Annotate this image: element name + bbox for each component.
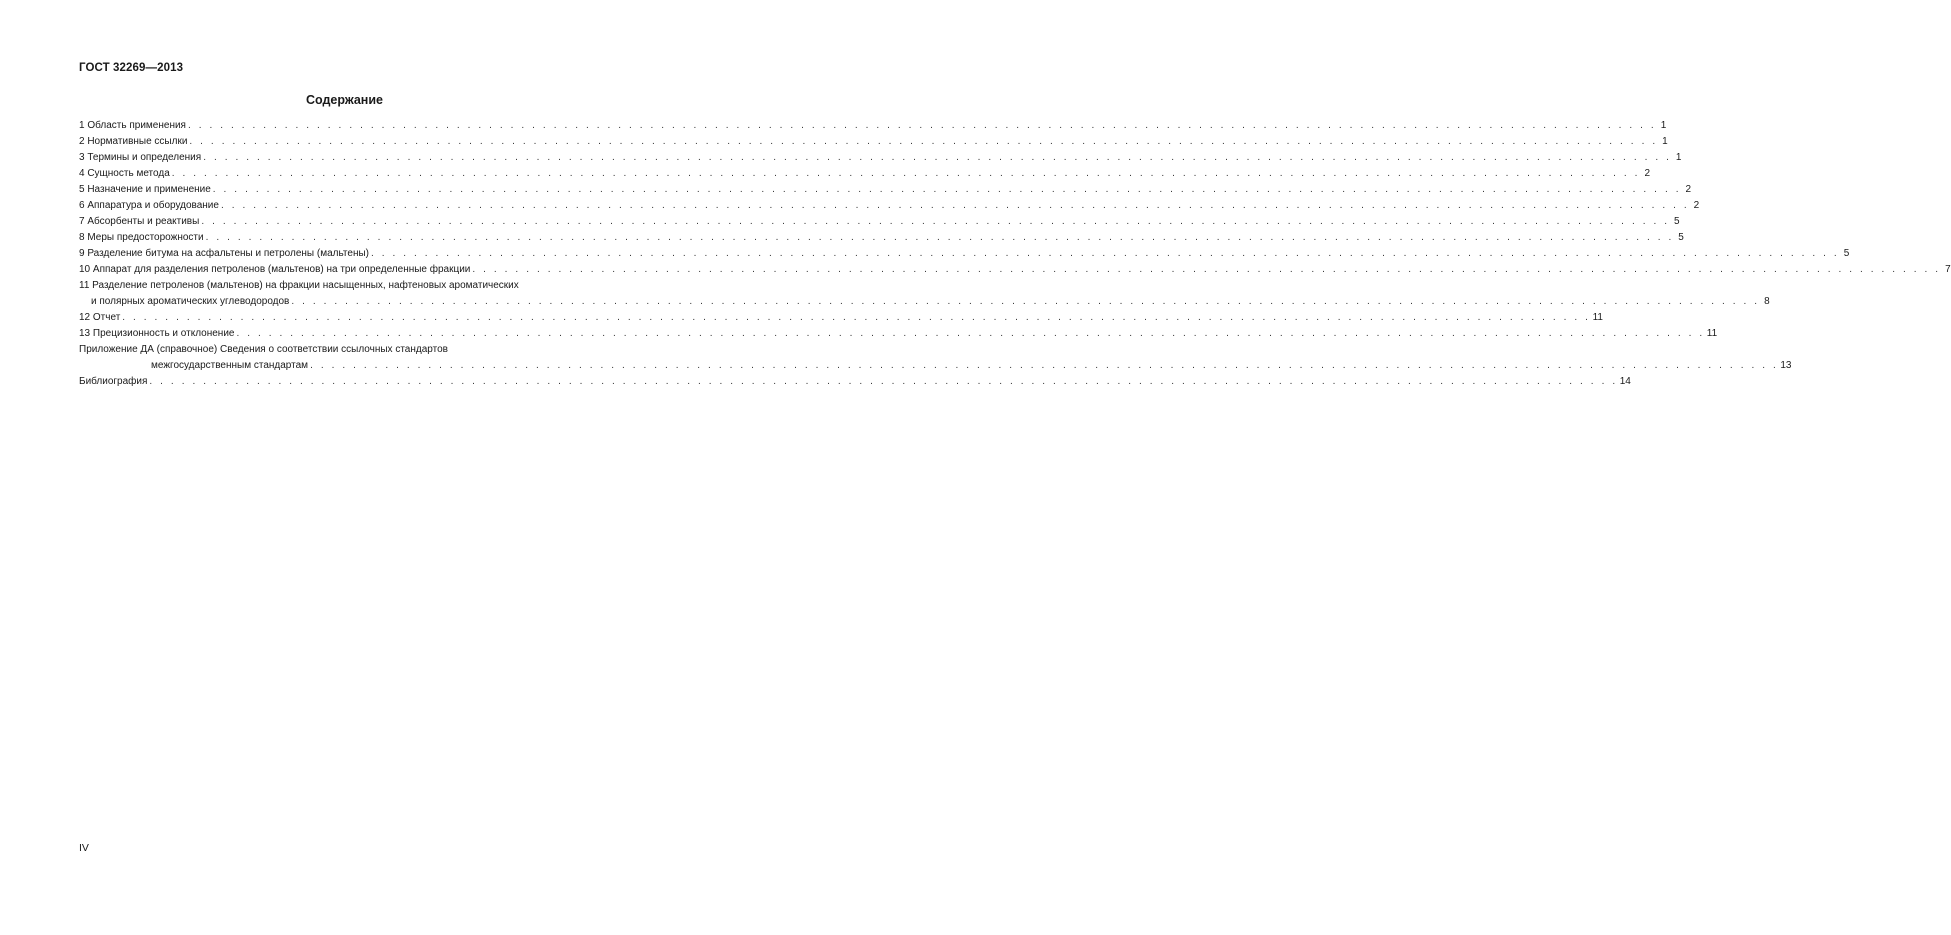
toc-entry-title: 1 Область применения xyxy=(79,120,186,131)
toc-entry-page: 8 xyxy=(1764,296,1770,307)
toc-entry-page: 2 xyxy=(1685,184,1692,195)
toc-entry-page: 1 xyxy=(1675,152,1682,163)
toc-leader-dots xyxy=(122,310,1590,326)
toc-entry xyxy=(79,182,1692,198)
toc-leader-dots xyxy=(221,198,1689,214)
toc-entry xyxy=(79,198,1700,214)
toc-leader-dots xyxy=(201,214,1669,230)
toc-leader-dots xyxy=(172,166,1640,182)
toc-entry-title: 8 Меры предосторожности xyxy=(79,232,204,243)
toc-entry xyxy=(79,326,1718,342)
toc-leader-dots xyxy=(188,118,1656,134)
toc-entry-title: и полярных ароматических углеводородов xyxy=(91,296,290,307)
toc-entry-page: 5 xyxy=(1674,216,1680,227)
toc-entry xyxy=(79,166,1651,182)
toc-entry-title: Библиография xyxy=(79,376,148,387)
toc-title: Содержание xyxy=(305,93,383,107)
toc-leader-dots xyxy=(310,358,1778,374)
toc-entry xyxy=(79,246,1850,262)
toc-leader-dots xyxy=(472,262,1940,278)
page-number: IV xyxy=(79,842,89,854)
toc-entry-page: 5 xyxy=(1843,248,1850,259)
toc-entry-title: 2 Нормативные ссылки xyxy=(79,136,188,147)
toc-entry-title: 13 Прецизионность и отклонение xyxy=(79,328,235,339)
toc-entry xyxy=(79,310,1603,326)
toc-leader-dots xyxy=(189,134,1657,150)
toc-entry-title: 12 Отчет xyxy=(79,312,121,323)
toc-leader-dots xyxy=(203,150,1671,166)
toc-entry-title: 10 Аппарат для разделения петроленов (мальтенов) на три определенные фракции xyxy=(79,264,471,275)
toc-entry xyxy=(79,134,1668,150)
toc-entry-title: 4 Сущность метода xyxy=(79,168,170,179)
table-of-contents xyxy=(79,118,1951,390)
toc-entry-title: 7 Абсорбенты и реактивы xyxy=(79,216,200,227)
toc-entry xyxy=(79,278,1770,310)
toc-entry xyxy=(79,214,1680,230)
toc-leader-dots xyxy=(206,230,1674,246)
toc-entry-title: 5 Назначение и применение xyxy=(79,184,211,195)
toc-entry-title: 9 Разделение битума на асфальтены и петролены (мальтены) xyxy=(79,248,369,259)
toc-entry-page: 11 xyxy=(1592,312,1603,323)
toc-entry-page: 14 xyxy=(1619,376,1631,387)
toc-entry-title: 3 Термины и определения xyxy=(79,152,202,163)
toc-leader-dots xyxy=(371,246,1839,262)
toc-entry-page: 2 xyxy=(1644,168,1651,179)
toc-entry xyxy=(79,118,1667,134)
toc-leader-dots xyxy=(236,326,1704,342)
toc-entry xyxy=(79,262,1951,278)
toc-entry-page: 13 xyxy=(1780,360,1792,371)
toc-entry xyxy=(79,342,1792,374)
toc-leader-dots xyxy=(213,182,1681,198)
toc-entry xyxy=(79,374,1631,390)
toc-entry-page: 7 xyxy=(1945,264,1951,275)
toc-entry-page: 1 xyxy=(1662,136,1668,147)
toc-entry-page: 5 xyxy=(1678,232,1684,243)
toc-leader-dots xyxy=(149,374,1617,390)
toc-entry-title: 11 Разделение петроленов (мальтенов) на фракции насыщенных, нафтеновых ароматических xyxy=(79,280,519,291)
toc-entry-page: 2 xyxy=(1693,200,1700,211)
toc-leader-dots xyxy=(291,294,1759,310)
toc-entry-title: межгосударственным стандартам xyxy=(151,360,309,371)
toc-entry-title: Приложение ДА (справочное) Сведения о соответствии ссылочных стандартов xyxy=(79,344,448,355)
document-code: ГОСТ 32269—2013 xyxy=(79,62,184,74)
toc-entry-page: 11 xyxy=(1706,328,1718,339)
toc-entry-page: 1 xyxy=(1660,120,1667,131)
toc-entry xyxy=(79,230,1684,246)
toc-entry-title: 6 Аппаратура и оборудование xyxy=(79,200,219,211)
toc-entry xyxy=(79,150,1682,166)
